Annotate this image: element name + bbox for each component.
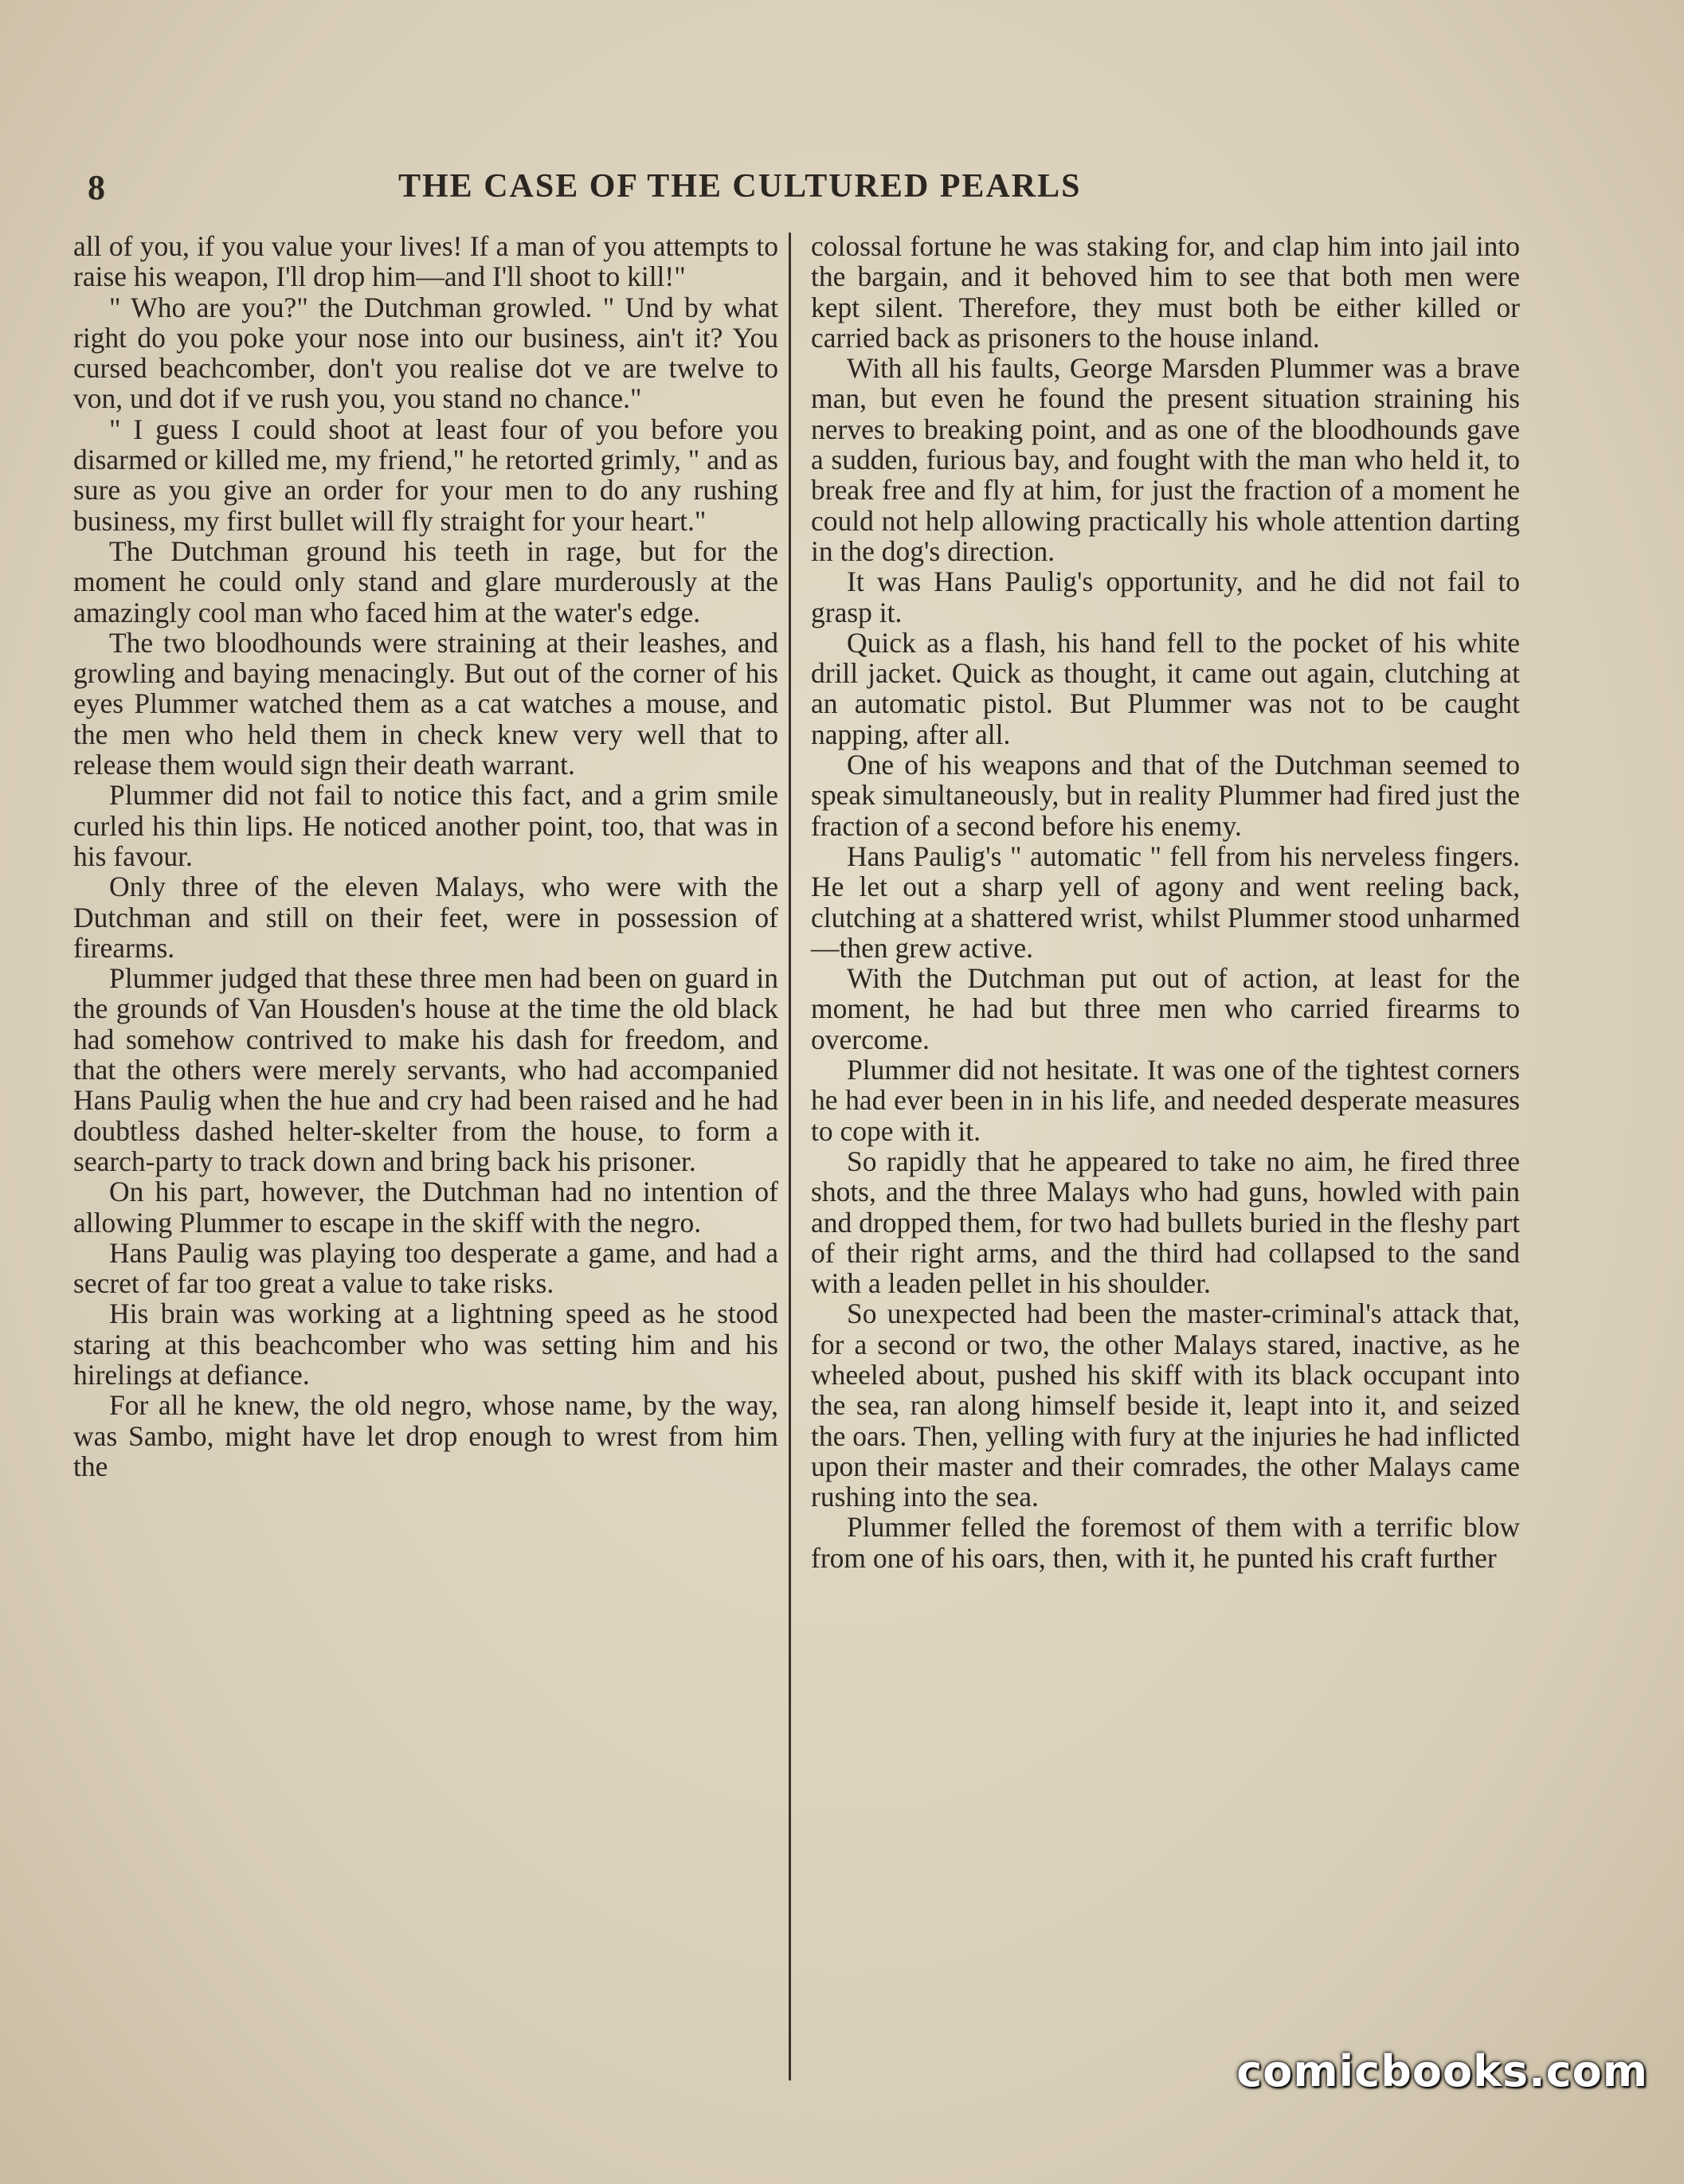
paragraph: colossal fortune he was staking for, and clap him into jail into the bargain, and it behoved him to see that both men were kept silent. Therefore, they must both be either killed or carried back as prisoners to the house inland. [811, 230, 1520, 354]
paragraph: Plummer judged that these three men had been on guard in the grounds of Van Housden's house at the time the old black had somehow contrived to make his dash for freedom, and that the others were merely servants, who had accompanied Hans Paulig when the hue and cry had been raised and he had doubtless dashed helter-skelter from the house, to form a search-party to track down and bring back his prisoner. [73, 962, 778, 1177]
column-divider [789, 233, 791, 2080]
paragraph: So unexpected had been the master-criminal's attack that, for a second or two, the other Malays stared, inactive, as he wheeled about, pushed his skiff with its black occupant into the sea, ran along himself beside it, leapt into it, and seized the oars. Then, yelling with fury at the injuries he had inflicted upon their master and their comrades, the other Malays came rushing into the sea. [811, 1297, 1520, 1513]
paragraph: " Who are you?" the Dutchman growled. " Und by what right do you poke your nose into our business, ain't it? You cursed beachcomber, don't you realise dot ve are twelve to von, und dot if ve rush you, you stand no chance." [73, 291, 778, 415]
watermark-logo: comicbooks.com [1236, 2046, 1648, 2096]
paragraph: His brain was working at a lightning speed as he stood staring at this beachcomber who was setting him and his hirelings at defiance. [73, 1297, 778, 1391]
paragraph: Only three of the eleven Malays, who were with the Dutchman and still on their feet, were in possession of firearms. [73, 871, 778, 964]
paragraph: The Dutchman ground his teeth in rage, but for the moment he could only stand and glare murderously at the amazingly cool man who faced him at the water's edge. [73, 534, 778, 628]
right-column [811, 231, 1520, 1573]
paragraph: Quick as a flash, his hand fell to the pocket of his white drill jacket. Quick as thought, it came out again, clutching at an automatic pistol. But Plummer was not to be caught napping, after all. [811, 626, 1520, 750]
paragraph: With the Dutchman put out of action, at least for the moment, he had but three men who carried firearms to overcome. [811, 962, 1520, 1055]
paragraph: Plummer felled the foremost of them with a terrific blow from one of his oars, then, with it, he punted his craft further [811, 1511, 1520, 1574]
paragraph: So rapidly that he appeared to take no aim, he fired three shots, and the three Malays who had guns, howled with pain and dropped them, for two had bullets buried in the fleshy part of their right arms, and the third had collapsed to the sand with a leaden pellet in his shoulder. [811, 1145, 1520, 1300]
paragraph: " I guess I could shoot at least four of you before you disarmed or killed me, my friend," he retorted grimly, " and as sure as you give an order for your men to do any rushing business, my first bullet will fly straight for your heart." [73, 413, 778, 537]
paragraph: Hans Paulig's " automatic " fell from his nerveless fingers. He let out a sharp yell of agony and went reeling back, clutching at a shattered wrist, whilst Plummer stood unharmed—then grew active. [811, 840, 1520, 964]
page-header [76, 167, 1605, 215]
paragraph: With all his faults, George Marsden Plummer was a brave man, but even he found the present situation straining his nerves to breaking point, and as one of the bloodhounds gave a sudden, furious bay, and fought with the man who held it, to break free and fly at him, for just the fraction of a moment he could not help allowing practically his whole attention darting in the dog's direction. [811, 352, 1520, 567]
paragraph: Plummer did not hesitate. It was one of the tightest corners he had ever been in in his life, and needed desperate measures to cope with it. [811, 1054, 1520, 1147]
paragraph: It was Hans Paulig's opportunity, and he did not fail to grasp it. [811, 566, 1520, 628]
running-title: THE CASE OF THE CULTURED PEARLS [398, 168, 1082, 205]
paragraph: On his part, however, the Dutchman had no intention of allowing Plummer to escape in the skiff with the negro. [73, 1176, 778, 1239]
paragraph: all of you, if you value your lives! If a man of you attempts to raise his weapon, I'll drop him—and I'll shoot to kill!" [73, 230, 778, 293]
paragraph: One of his weapons and that of the Dutchman seemed to speak simultaneously, but in reality Plummer had fired just the fraction of a second before his enemy. [811, 749, 1520, 842]
page-number: 8 [88, 168, 105, 207]
paragraph: The two bloodhounds were straining at their leashes, and growling and baying menacingly. But out of the corner of his eyes Plummer watched them as a cat watches a mouse, and the men who held them in check knew very well that to release them would sign their death warrant. [73, 626, 778, 781]
paragraph: Plummer did not fail to notice this fact, and a grim smile curled his thin lips. He noticed another point, too, that was in his favour. [73, 779, 778, 872]
paragraph: Hans Paulig was playing too desperate a game, and had a secret of far too great a value to take risks. [73, 1236, 778, 1300]
left-column [73, 231, 778, 1481]
paragraph: For all he knew, the old negro, whose name, by the way, was Sambo, might have let drop enough to wrest from him the [73, 1389, 778, 1482]
